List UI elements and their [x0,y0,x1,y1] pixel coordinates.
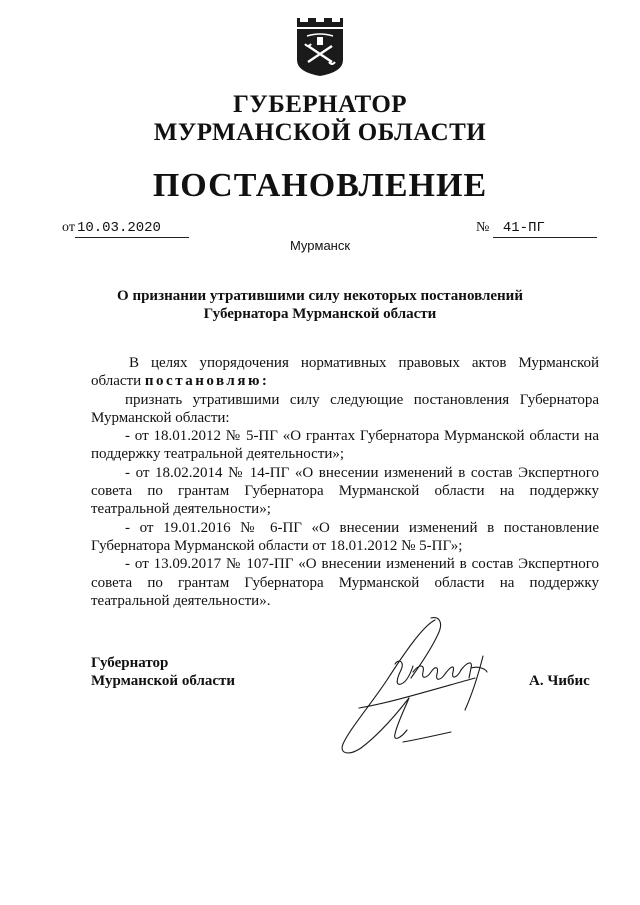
signer-title [91,654,235,690]
number-line [476,219,597,238]
authority-title-line1: ГУБЕРНАТОР [232,91,408,118]
intro-text: В целях упорядочения нормативных правовых актов Мурманской области [91,355,599,390]
subject-line1: О признании утратившими силу некоторых постановлений [117,288,523,304]
lead-paragraph: признать утратившими силу следующие постановления Губернатора Мурманской области: [91,391,599,426]
signer-title-line1: Губернатор [91,655,169,671]
list-item: - от 18.01.2012 № 5-ПГ «О грантах Губернатора Мурманской области на поддержку театральной деятельности»; [91,428,599,463]
city: Мурманск [289,238,351,253]
number-value: 41-ПГ [493,219,597,238]
number-prefix: № [476,220,490,235]
decree-word: постановляю: [144,373,270,390]
list-item: - от 19.01.2016 № 6-ПГ «О внесении изменений в постановление Губернатора Мурманской области от 18.01.2012 № 5-ПГ»; [91,519,599,554]
subject-line2: Губернатора Мурманской области [203,306,437,322]
authority-title-line2: МУРМАНСКОЙ ОБЛАСТИ [153,119,487,146]
date-line [62,219,189,238]
date-prefix: от [62,220,75,235]
list-item: - от 13.09.2017 № 107-ПГ «О внесении изменений в состав Экспертного совета по грантам Губернатора Мурманской области на поддержку театральной деятельности». [91,556,599,609]
list-item: - от 18.02.2014 № 14-ПГ «О внесении изменений в состав Экспертного совета по грантам Губернатора Мурманской области на поддержку театральной деятельности»; [91,464,599,518]
signer-name: А. Чибис [529,673,590,689]
coat-of-arms-icon [297,18,343,76]
handwritten-signature [335,612,505,762]
date-value: 10.03.2020 [75,219,189,238]
intro-paragraph [91,354,599,391]
document-body [91,354,599,610]
document-type: ПОСТАНОВЛЕНИЕ [152,167,488,204]
signer-title-line2: Мурманской области [91,673,236,689]
document-subject [0,287,640,323]
